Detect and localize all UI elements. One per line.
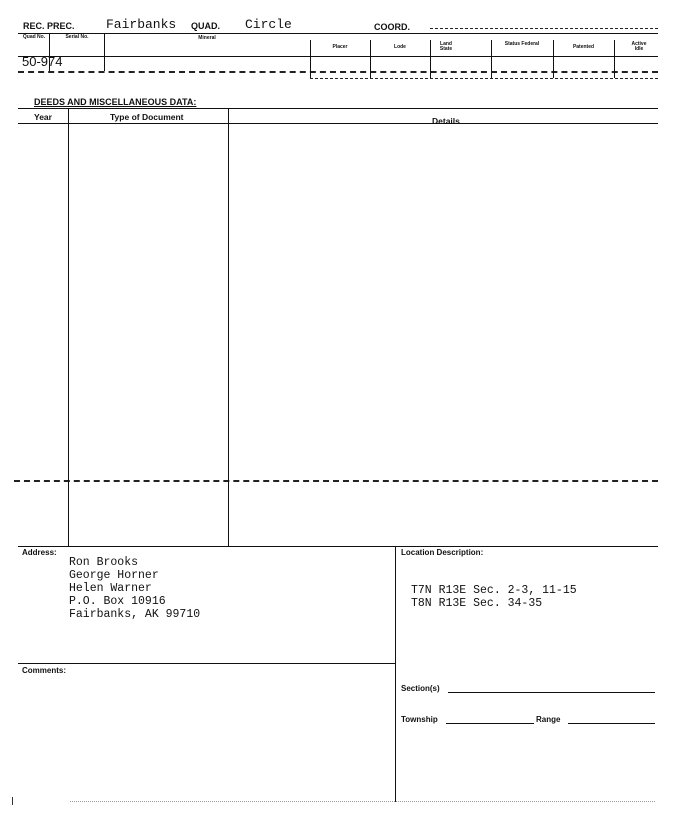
header-line-dash-bottom (18, 71, 658, 73)
deeds-section-title: DEEDS AND MISCELLANEOUS DATA: (34, 97, 197, 107)
address-line: Helen Warner (69, 582, 152, 595)
deeds-line-dash (14, 480, 658, 482)
header-dash-line (430, 28, 658, 29)
rec-prec-value: Fairbanks (106, 17, 177, 32)
location-line: T8N R13E Sec. 34-35 (411, 597, 543, 610)
comments-line-top (18, 663, 395, 664)
header-line-dash-bottom2 (310, 78, 658, 79)
header-vline-6 (491, 40, 492, 78)
mineral-label: Mineral (198, 35, 216, 41)
address-line: Fairbanks, AK 99710 (69, 608, 201, 621)
comments-label: Comments: (22, 666, 67, 675)
deeds-line-top (18, 108, 658, 109)
deeds-line-bottom (18, 546, 658, 547)
header-vline-8 (614, 40, 615, 78)
sections-blank (448, 692, 655, 693)
rec-prec-label: REC. PREC. (23, 21, 75, 31)
scan-noise-line (70, 801, 655, 802)
coord-label: COORD. (374, 22, 410, 32)
deeds-vline-type (228, 108, 229, 546)
location-block (411, 584, 577, 610)
quad-label: QUAD. (191, 21, 220, 31)
col-year-header: Year (34, 112, 52, 122)
col-details-header: Details (432, 116, 460, 126)
address-line: P.O. Box 10916 (69, 595, 166, 608)
header-line-top (18, 33, 658, 34)
address-line: Ron Brooks (69, 556, 139, 569)
active-idle-label: Active Idle (631, 41, 647, 52)
quad-serial-value: 50-974 (22, 54, 63, 69)
location-line: T7N R13E Sec. 2-3, 11-15 (411, 584, 577, 597)
quad-no-label: Quad No. (22, 34, 46, 40)
location-label: Location Description: (401, 548, 484, 557)
lode-label: Lode (394, 44, 406, 50)
sections-label: Section(s) (401, 684, 440, 693)
township-label: Township (401, 715, 438, 724)
township-blank (446, 723, 534, 724)
range-blank (568, 723, 655, 724)
placer-label: Placer (332, 44, 348, 50)
address-block (69, 556, 200, 621)
header-line-mid (18, 56, 658, 57)
col-type-header: Type of Document (110, 112, 184, 122)
deeds-vline-year (68, 108, 69, 546)
serial-no-label: Serial No. (65, 34, 89, 40)
address-location-divider (395, 546, 396, 802)
status-federal-label: Status Federal (504, 41, 540, 47)
land-state-label: Land State (439, 41, 453, 52)
address-line: George Horner (69, 569, 159, 582)
range-label: Range (536, 715, 561, 724)
patented-label: Patented (572, 44, 595, 50)
header-vline-5 (430, 40, 431, 78)
quad-value: Circle (245, 17, 292, 32)
address-label: Address: (22, 548, 57, 557)
deeds-line-header (18, 123, 658, 124)
scan-mark (12, 797, 13, 805)
